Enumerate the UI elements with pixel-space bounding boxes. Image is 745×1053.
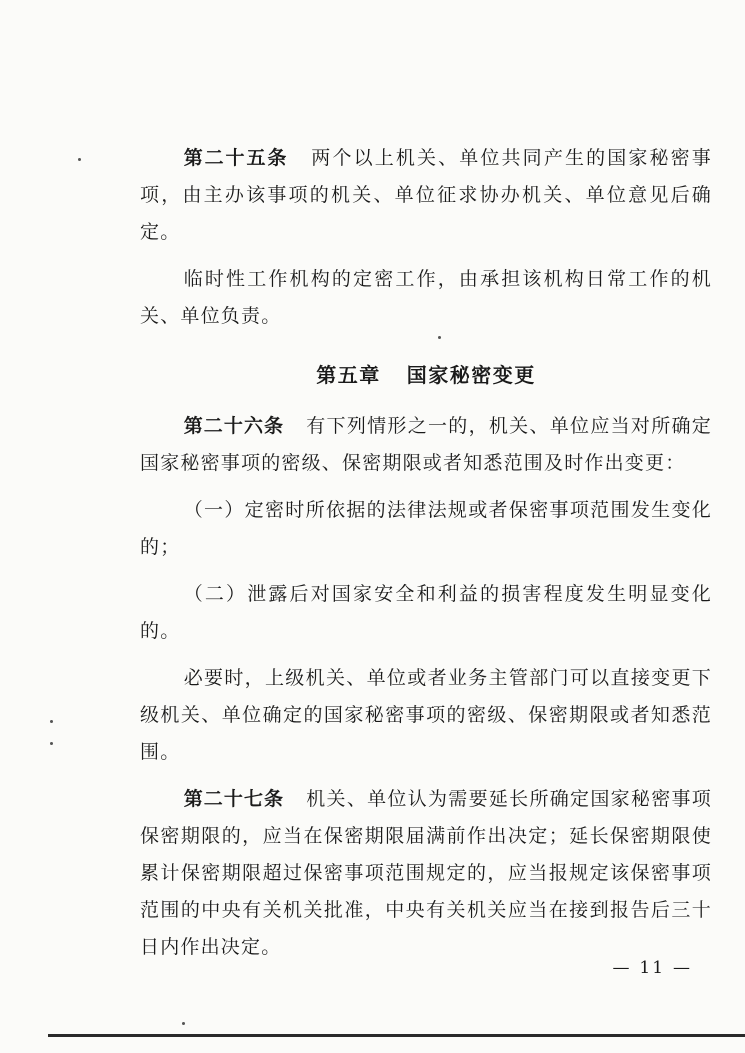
scan-speck <box>50 742 53 745</box>
page-number-dash-left: — <box>612 958 632 978</box>
article-25-paragraph-2: 临时性工作机构的定密工作，由承担该机构日常工作的机关、单位负责。 <box>140 268 712 327</box>
scan-speck <box>182 1022 185 1025</box>
chapter-number: 第五章 <box>316 363 381 387</box>
scan-edge-line <box>48 1034 745 1037</box>
article-27-paragraph <box>140 781 712 966</box>
scan-speck <box>438 336 441 339</box>
page-number-value: 11 <box>639 958 666 978</box>
chapter-title: 国家秘密变更 <box>406 363 536 387</box>
article-25-text: 两个以上机关、单位共同产生的国家秘密事项，由主办该事项的机关、单位征求协办机关、单位意见后确定。 <box>140 147 712 243</box>
chapter-heading <box>140 357 712 394</box>
article-26-label: 第二十六条 <box>183 415 285 437</box>
article-27-label: 第二十七条 <box>183 788 285 810</box>
article-25-paragraph <box>140 140 712 251</box>
article-26-paragraph-2: 必要时，上级机关、单位或者业务主管部门可以直接变更下级机关、单位确定的国家秘密事项的密级、保密期限或者知悉范围。 <box>140 667 712 763</box>
article-27-text: 机关、单位认为需要延长所确定国家秘密事项保密期限的，应当在保密期限届满前作出决定；延长保密期限使累计保密期限超过保密事项范围规定的，应当报规定该保密事项范围的中央有关机关批准，中央有关机关应当在接到报告后三十日内作出决定。 <box>140 788 712 958</box>
article-26-paragraph <box>140 408 712 482</box>
article-26-item-2: （二）泄露后对国家安全和利益的损害程度发生明显变化的。 <box>140 583 712 642</box>
document-body <box>140 140 712 966</box>
scan-speck <box>78 158 81 161</box>
scan-speck <box>50 720 53 723</box>
article-26-item-1: （一）定密时所依据的法律法规或者保密事项范围发生变化的； <box>140 499 712 558</box>
page-number-dash-right: — <box>672 958 692 978</box>
page-number <box>612 958 692 978</box>
article-26-text: 有下列情形之一的，机关、单位应当对所确定国家秘密事项的密级、保密期限或者知悉范围及时作出变更： <box>140 415 712 474</box>
article-25-label: 第二十五条 <box>183 147 289 169</box>
